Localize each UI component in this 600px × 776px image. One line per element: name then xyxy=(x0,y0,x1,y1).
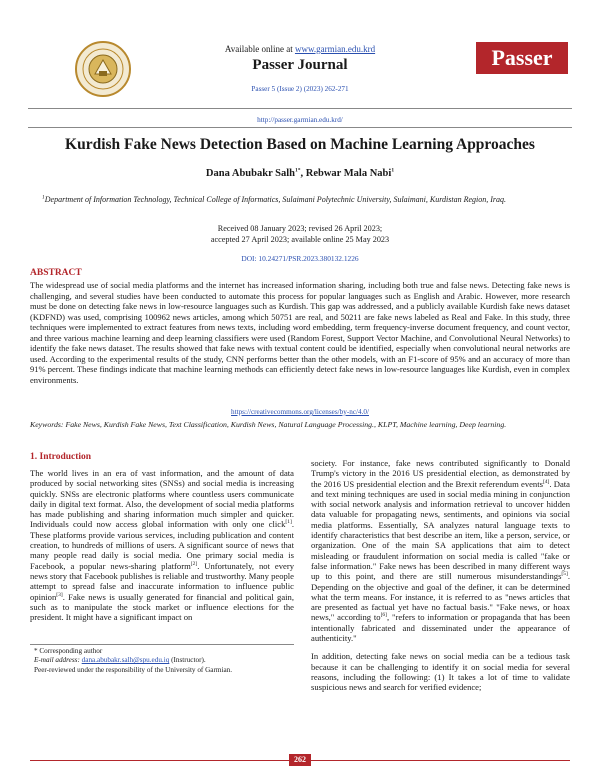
abstract-text: The widespread use of social media platforms and the internet has increased information sharing, including both true and false news. Detecting fake news is challenging, and several studies have been conducted to automate this process for popular languages such as English and Arabic. However, more research must be done on detecting fake news in low-resource languages such as Kurdish. This gap was addressed, and a publicly available Kurdish fake news dataset (KDFND) was used, comprising 100962 news articles, among which 50751 are real, and 50211 are fake news labeled as Real and Fake. In this study, three techniques were implemented to extract features from news texts, including word embedding, term frequency-inverse document frequency, and count vector, and three various machine learning and deep learning classifiers were used (Random Forest, Support Vector Machine, and Convolutional Neural Networks) to identify the fake news dataset. The results showed that fake news with textual content could be identified, especially when convolutional neural networks are used. According to the experimental results of the study, CNN performs better than the other models, with an F1-score of 95% and an accuracy of more than 91% percent. These findings indicate that machine learning methods can efficiently detect fake news in low-resource languages like Kurdish, even in complex environments. xyxy=(30,280,570,385)
author-2-marker: 1 xyxy=(391,167,395,174)
license-line xyxy=(0,408,600,416)
introduction-heading: 1. Introduction xyxy=(30,452,92,462)
body-column-left xyxy=(30,468,294,622)
body-column-right xyxy=(311,458,570,693)
author-1-marker: 1* xyxy=(295,167,301,174)
journal-name: Passer Journal xyxy=(252,57,348,73)
intro-text-a: The world lives in an era of vast information, and the amount of data produced by social networking sites (SNSs) and social media is increasing quickly. SNSs are electronic platforms where countless users communicate daily in digital text format. Also, the development of social media platforms has made publishing and sharing information much simpler and quicker. Individuals could now access global information with only one click xyxy=(30,468,294,530)
citation-5: [5] xyxy=(561,571,568,578)
affiliation-marker: 1 xyxy=(42,194,45,201)
page-number: 262 xyxy=(289,754,311,766)
footnotes xyxy=(34,647,294,675)
affiliation xyxy=(42,195,582,204)
passer-logo: Passer xyxy=(476,42,568,74)
author-list xyxy=(0,168,600,179)
journal-issue: Passer 5 (Issue 2) (2023) 262-271 xyxy=(251,85,349,93)
citation-4: [4] xyxy=(542,478,550,485)
intro-text-e: society. For instance, fake news contributed significantly to Donald Trump's victory in the 2016 US presidential election, as demonstrated by the 2016 US presidential election and the Brexit referendum events xyxy=(311,458,570,489)
intro-text-b: . These platforms provide various services, including publication and content creation, to hundreds of millions of users. A significant source of news that many people read daily is social media. One primary social media is Facebook, a popular news-sharing platform xyxy=(30,519,294,571)
intro-paragraph-2: In addition, detecting fake news on social media can be a tedious task because it can be challenging to identify it on social media for several reasons, including the following: (1) It takes a lot of time to validate suspicious news and search for verified evidence; xyxy=(311,651,570,693)
dates-line-1: Received 08 January 2023; revised 26 April 2023; xyxy=(217,224,383,233)
keywords: Keywords: Fake News, Kurdish Fake News, Text Classification, Kurdish News, Natural Language Processing., KLPT, Machine learning, Deep learning. xyxy=(30,420,507,429)
doi-link[interactable]: DOI: 10.24271/PSR.2023.380132.1226 xyxy=(241,254,359,263)
abstract-heading: ABSTRACT xyxy=(30,268,82,278)
intro-text-h: , "refers to information or propaganda that has been intentionally fabricated and disseminated under the appearance of authenticity." xyxy=(311,612,571,644)
license-link[interactable]: https://creativecommons.org/licenses/by-nc/4.0/ xyxy=(231,408,369,416)
affiliation-text: Department of Information Technology, Technical College of Informatics, Sulaimani Polytechnic University, Sulaimani, Kurdistan Region, Iraq. xyxy=(44,195,507,204)
intro-text-d: . Fake news is usually generated for financial and political gain, such as to manipulate the stock market or influence elections for the president. It might have a significant impact on xyxy=(30,591,294,623)
available-online-label: Available online at xyxy=(224,44,295,54)
article-dates xyxy=(0,223,600,245)
citation-2: [2] xyxy=(190,560,198,567)
footnote-divider xyxy=(30,644,294,645)
journal-url-link[interactable]: http://passer.garmian.edu.krd/ xyxy=(257,116,343,124)
author-email-link[interactable]: dana.abubakr.salh@spu.edu.iq xyxy=(81,656,170,665)
dates-line-2: accepted 27 April 2023; available online 25 May 2023 xyxy=(210,235,390,244)
intro-text-c: . Unfortunately, not every news story that Facebook publishes is reliable and trustworthy. Many people attempt to spread false and inaccurate information to influence public opinion xyxy=(30,560,294,602)
author-2: Rebwar Mala Nabi xyxy=(305,168,392,179)
article-title: Kurdish Fake News Detection Based on Machine Learning Approaches xyxy=(65,136,535,153)
email-note xyxy=(34,656,294,665)
email-label: E-mail address: xyxy=(34,656,82,665)
author-1: Dana Abubakr Salh xyxy=(205,168,296,179)
citation-6: [6] xyxy=(380,612,387,619)
corresponding-author-note: * Corresponding author xyxy=(34,647,103,655)
intro-paragraph-1 xyxy=(30,468,294,622)
garmian-website-link[interactable]: www.garmian.edu.krd xyxy=(294,44,376,54)
header-divider xyxy=(28,108,572,109)
intro-text-g: . Depending on the objective and goal of the definer, it can be determined what the term means. For instance, it is referred to as "news articles that are presented as factual yet have no factual basis." "Fake news, or hoax news," according to xyxy=(311,571,570,623)
citation-1: [1] xyxy=(285,519,292,526)
intro-paragraph-1-cont xyxy=(311,458,570,643)
title-divider xyxy=(28,127,572,128)
email-suffix: (Instructor). xyxy=(169,656,206,665)
peer-review-note: Peer-reviewed under the responsibility of the University of Garmian. xyxy=(34,665,233,674)
intro-text-f: . Data and text mining techniques are used in social media mining in conjunction with social network analysis and information retrieval to uncover hidden data valuable for propagating news, sentiments, and opinions via social media platforms. Essentially, SA analyzes natural language texts to identify characteristics that best describe an item, like a person, service, or organization. One of the main SA applications that aim to detect misleading or fraudulent information on social media is called "fake or false information." Fake news has been described in many different ways up to this point, and there are still numerous misunderstandings xyxy=(311,478,570,582)
author-separator: , xyxy=(300,168,306,179)
citation-3: [3] xyxy=(56,591,63,598)
